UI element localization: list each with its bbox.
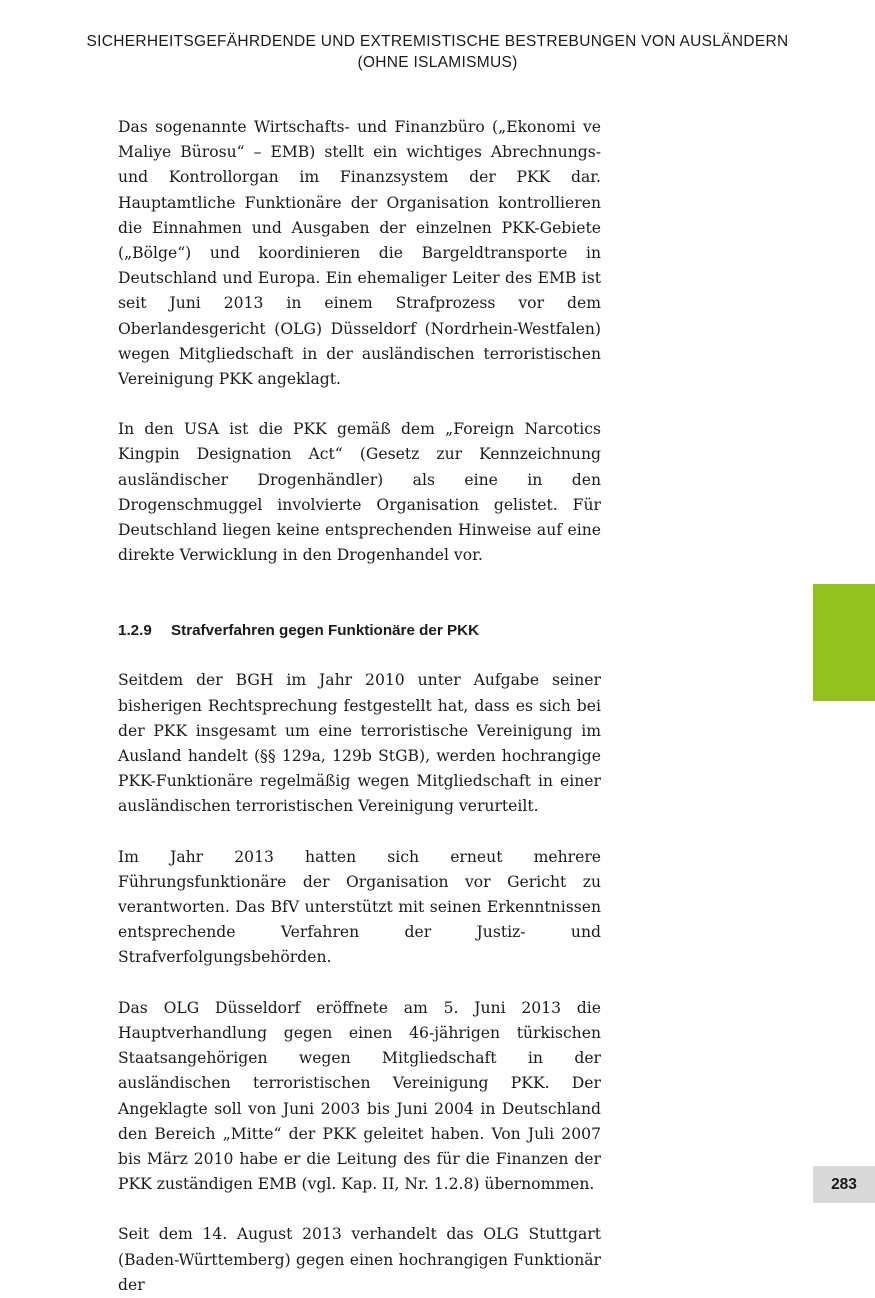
chapter-side-tab: [813, 584, 875, 701]
running-header-line-1: SICHERHEITSGEFÄHRDENDE UND EXTREMISTISCHE BESTREBUNGEN VON AUSLÄNDERN: [86, 33, 789, 50]
main-content: [118, 115, 601, 1298]
paragraph-emb: Das sogenannte Wirtschafts- und Finanzbüro („Ekonomi ve Maliye Bürosu“ – EMB) stellt ein wichtiges Abrechnungs- und Kontrollorgan im Finanzsystem der PKK dar. Hauptamtliche Funktionäre der Organisation kontrollieren die Einnahmen und Ausgaben der einzelnen PKK-Gebiete („Bölge“) und koordinieren die Bargeldtransporte in Deutschland und Europa. Ein ehemaliger Leiter des EMB ist seit Juni 2013 in einem Strafprozess vor dem Oberlandesgericht (OLG) Düsseldorf (Nordrhein-Westfalen) wegen Mitgliedschaft in der ausländischen terroristischen Vereinigung PKK angeklagt.: [118, 118, 601, 389]
running-header: [0, 31, 875, 73]
section-heading: [118, 618, 601, 643]
paragraph-olg-duesseldorf: Das OLG Düsseldorf eröffnete am 5. Juni 2013 die Hauptverhandlung gegen einen 46-jährigen türkischen Staatsangehörigen wegen Mitgliedschaft in der ausländischen terroristischen Vereinigung PKK. Der Angeklagte soll von Juni 2003 bis Juni 2004 in Deutschland den Bereich „Mitte“ der PKK geleitet haben. Von Juli 2007 bis März 2010 habe er die Leitung des für die Finanzen der PKK zuständigen EMB (vgl. Kap. II, Nr. 1.2.8) übernommen.: [118, 998, 601, 1194]
section-number: 1.2.9: [118, 622, 152, 640]
paragraph-2013-trials: Im Jahr 2013 hatten sich erneut mehrere Führungsfunktionäre der Organisation vor Gericht zu verantworten. Das BfV unterstützt mit seinen Erkenntnissen entsprechende Verfahren der Justiz- und Strafverfolgungsbehörden.: [118, 847, 601, 967]
paragraph-usa-kingpin: In den USA ist die PKK gemäß dem „Foreign Narcotics Kingpin Designation Act“ (Gesetz zur Kennzeichnung ausländischer Drogenhändler) als eine in den Drogenschmuggel involvierte Organisation gelistet. Für Deutschland liegen keine entsprechenden Hinweise auf eine direkte Verwicklung in den Drogenhandel vor.: [118, 420, 601, 565]
paragraph-bgh-ruling: Seitdem der BGH im Jahr 2010 unter Aufgabe seiner bisherigen Rechtsprechung festgestellt hat, dass es sich bei der PKK insgesamt um eine terroristische Vereinigung im Ausland handelt (§§ 129a, 129b StGB), werden hochrangige PKK-Funktionäre regelmäßig wegen Mitgliedschaft in einer ausländischen terroristischen Vereinigung verurteilt.: [118, 671, 601, 816]
section-title: Strafverfahren gegen Funktionäre der PKK: [171, 622, 480, 640]
page-number: 283: [813, 1166, 875, 1203]
paragraph-olg-stuttgart: Seit dem 14. August 2013 verhandelt das OLG Stuttgart (Baden-Württemberg) gegen einen hochrangigen Funktionär der: [118, 1225, 601, 1294]
running-header-line-2: (OHNE ISLAMISMUS): [357, 54, 518, 71]
